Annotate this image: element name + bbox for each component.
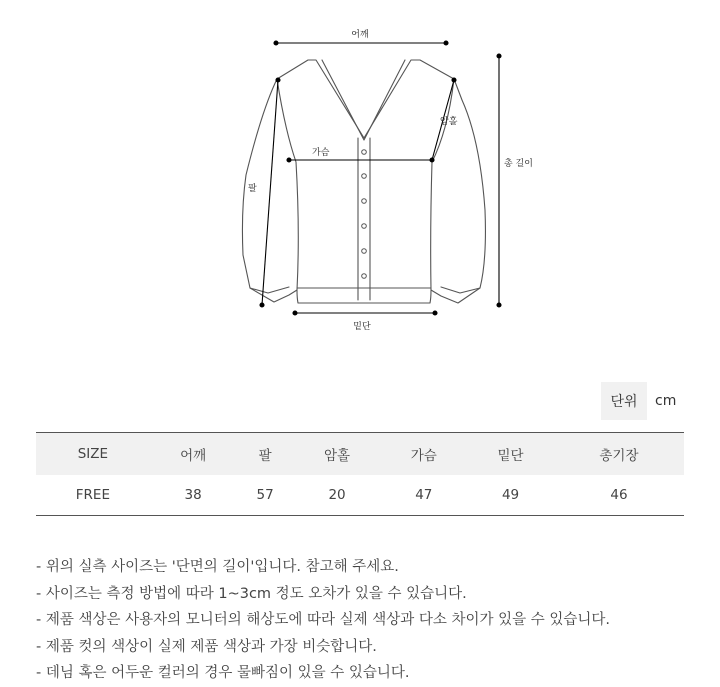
header-sleeve: 팔 bbox=[237, 433, 294, 476]
cell-hem: 49 bbox=[467, 475, 554, 516]
header-shoulder: 어깨 bbox=[150, 433, 237, 476]
cell-shoulder: 38 bbox=[150, 475, 237, 516]
note-item: - 제품 컷의 색상이 실제 제품 색상과 가장 비슷합니다. bbox=[36, 638, 377, 655]
size-table-header bbox=[36, 433, 684, 476]
sleeve-label: 팔 bbox=[248, 184, 257, 194]
header-chest: 가슴 bbox=[380, 433, 467, 476]
cell-armhole: 20 bbox=[294, 475, 381, 516]
unit-value: cm bbox=[655, 393, 677, 409]
unit-label: 단위 bbox=[601, 382, 647, 420]
armhole-label: 암홀 bbox=[440, 117, 458, 127]
cell-size: FREE bbox=[36, 475, 150, 516]
note-item: - 사이즈는 측정 방법에 따라 1~3cm 정도 오차가 있을 수 있습니다. bbox=[36, 585, 467, 602]
table-row bbox=[36, 475, 684, 516]
size-table bbox=[36, 432, 684, 516]
header-armhole: 암홀 bbox=[294, 433, 381, 476]
cell-chest: 47 bbox=[380, 475, 467, 516]
header-hem: 밑단 bbox=[467, 433, 554, 476]
sleeve-line bbox=[262, 80, 278, 305]
notes-list bbox=[36, 554, 610, 687]
header-size: SIZE bbox=[36, 433, 150, 476]
total-length-label: 총 길이 bbox=[504, 159, 533, 169]
header-total-length: 총기장 bbox=[554, 433, 684, 476]
cell-total-length: 46 bbox=[554, 475, 684, 516]
chest-label: 가슴 bbox=[312, 148, 330, 158]
unit-indicator bbox=[601, 382, 676, 420]
note-item: - 제품 색상은 사용자의 모니터의 해상도에 따라 실제 색상과 다소 차이가 있을 수 있습니다. bbox=[36, 612, 611, 628]
hem-label: 밑단 bbox=[353, 322, 371, 332]
note-item: - 데님 혹은 어두운 컬러의 경우 물빠짐이 있을 수 있습니다. bbox=[36, 665, 410, 681]
shoulder-label: 어깨 bbox=[351, 30, 369, 40]
cell-sleeve: 57 bbox=[237, 475, 294, 516]
note-item: - 위의 실측 사이즈는 '단면의 길이'입니다. 참고해 주세요. bbox=[36, 559, 399, 575]
